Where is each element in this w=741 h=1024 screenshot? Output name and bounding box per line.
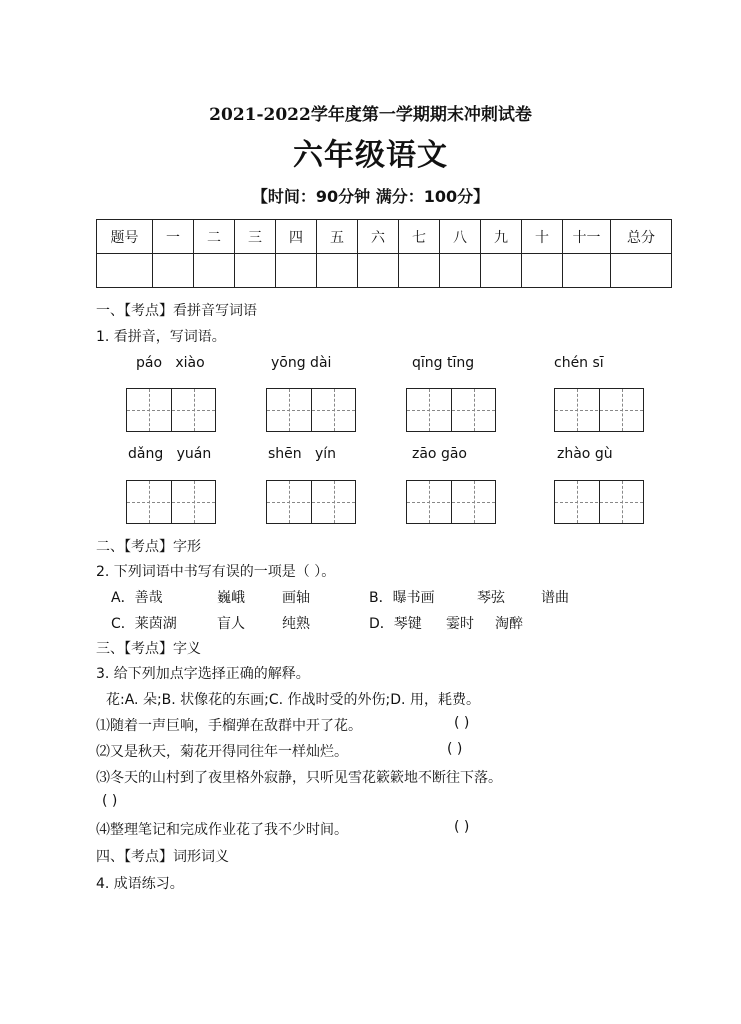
option-b-word: 谱曲 <box>541 590 569 606</box>
score-header-cell: 十 <box>522 220 563 254</box>
option-a-label: A．善哉 <box>111 590 163 606</box>
option-a-word: 巍峨 <box>217 590 245 606</box>
section4-heading: 四、【考点】词形词义 <box>96 849 229 865</box>
pinyin-label: zāo gāo <box>412 446 467 462</box>
score-table-header-row <box>97 220 672 254</box>
option-a-word: 画轴 <box>282 590 310 606</box>
score-blank-cell[interactable] <box>317 254 358 288</box>
option-c-word: 纯熟 <box>282 616 310 632</box>
score-header-cell: 四 <box>276 220 317 254</box>
score-blank-cell[interactable] <box>194 254 235 288</box>
option-b-label: B．曝书画 <box>369 590 435 606</box>
pinyin-label: chén sī <box>554 355 604 371</box>
tianzi-grid-answer[interactable] <box>406 388 496 432</box>
tianzi-grid-answer[interactable] <box>406 480 496 524</box>
score-header-cell: 总分 <box>611 220 672 254</box>
tianzi-grid-answer[interactable] <box>554 388 644 432</box>
score-blank-cell[interactable] <box>522 254 563 288</box>
score-blank-cell[interactable] <box>399 254 440 288</box>
pinyin-label: páo xiào <box>136 355 205 371</box>
score-header-cell: 三 <box>235 220 276 254</box>
question-4: 4. 成语练习。 <box>96 876 184 892</box>
score-blank-cell[interactable] <box>563 254 611 288</box>
pinyin-label: dǎng yuán <box>128 446 212 462</box>
option-c-word: 盲人 <box>217 616 245 632</box>
question-2: 2. 下列词语中书写有误的一项是（ ）。 <box>96 564 336 580</box>
score-blank-cell[interactable] <box>276 254 317 288</box>
score-blank-cell[interactable] <box>440 254 481 288</box>
exam-year-title: 2021-2022学年度第一学期期末冲刺试卷 <box>209 105 532 125</box>
exam-time-info: 【时间：90分钟 满分：100分】 <box>251 187 490 206</box>
sub-question-4: ⑷整理笔记和完成作业花了我不少时间。 <box>96 822 348 838</box>
tianzi-grid-answer[interactable] <box>266 480 356 524</box>
score-header-cell: 二 <box>194 220 235 254</box>
score-header-cell: 题号 <box>97 220 153 254</box>
score-table <box>96 219 672 288</box>
answer-blank[interactable]: ( ) <box>447 741 463 757</box>
option-d-label: D．琴键 <box>369 616 422 632</box>
pinyin-label: shēn yín <box>268 446 337 462</box>
answer-blank[interactable]: ( ) <box>102 793 118 809</box>
section2-heading: 二、【考点】字形 <box>96 539 201 555</box>
score-blank-cell[interactable] <box>481 254 522 288</box>
answer-blank[interactable]: ( ) <box>454 819 470 835</box>
score-header-cell: 五 <box>317 220 358 254</box>
exam-main-title: 六年级语文 <box>293 138 448 173</box>
section3-heading: 三、【考点】字义 <box>96 641 201 657</box>
score-blank-cell[interactable] <box>358 254 399 288</box>
question-1: 1. 看拼音，写词语。 <box>96 329 226 345</box>
score-header-cell: 九 <box>481 220 522 254</box>
score-blank-cell[interactable] <box>153 254 194 288</box>
sub-question-3: ⑶冬天的山村到了夜里格外寂静，只听见雪花簌簌地不断往下落。 <box>96 770 502 786</box>
option-d-word: 霎时 <box>446 616 474 632</box>
question-3: 3. 给下列加点字选择正确的解释。 <box>96 666 310 682</box>
option-d-word: 淘醉 <box>495 616 523 632</box>
tianzi-grid-answer[interactable] <box>126 388 216 432</box>
sub-question-2: ⑵又是秋天，菊花开得同往年一样灿烂。 <box>96 744 348 760</box>
pinyin-label: qīng tīng <box>412 355 475 371</box>
score-blank-cell[interactable] <box>611 254 672 288</box>
section1-heading: 一、【考点】看拼音写词语 <box>96 303 257 319</box>
tianzi-grid-answer[interactable] <box>266 388 356 432</box>
score-header-cell: 七 <box>399 220 440 254</box>
score-header-cell: 六 <box>358 220 399 254</box>
definition-line: 花:A. 朵;B. 状像花的东画;C. 作战时受的外伤;D. 用，耗费。 <box>106 692 480 708</box>
option-b-word: 琴弦 <box>477 590 505 606</box>
score-header-cell: 十一 <box>563 220 611 254</box>
tianzi-grid-answer[interactable] <box>554 480 644 524</box>
tianzi-grid-answer[interactable] <box>126 480 216 524</box>
score-blank-cell[interactable] <box>97 254 153 288</box>
pinyin-label: zhào gù <box>557 446 613 462</box>
answer-blank[interactable]: ( ) <box>454 715 470 731</box>
score-header-cell: 一 <box>153 220 194 254</box>
pinyin-label: yōng dài <box>271 355 332 371</box>
option-c-label: C．莱茵湖 <box>111 616 177 632</box>
score-table-blank-row <box>97 254 672 288</box>
sub-question-1: ⑴随着一声巨响，手榴弹在敌群中开了花。 <box>96 718 362 734</box>
score-blank-cell[interactable] <box>235 254 276 288</box>
score-header-cell: 八 <box>440 220 481 254</box>
